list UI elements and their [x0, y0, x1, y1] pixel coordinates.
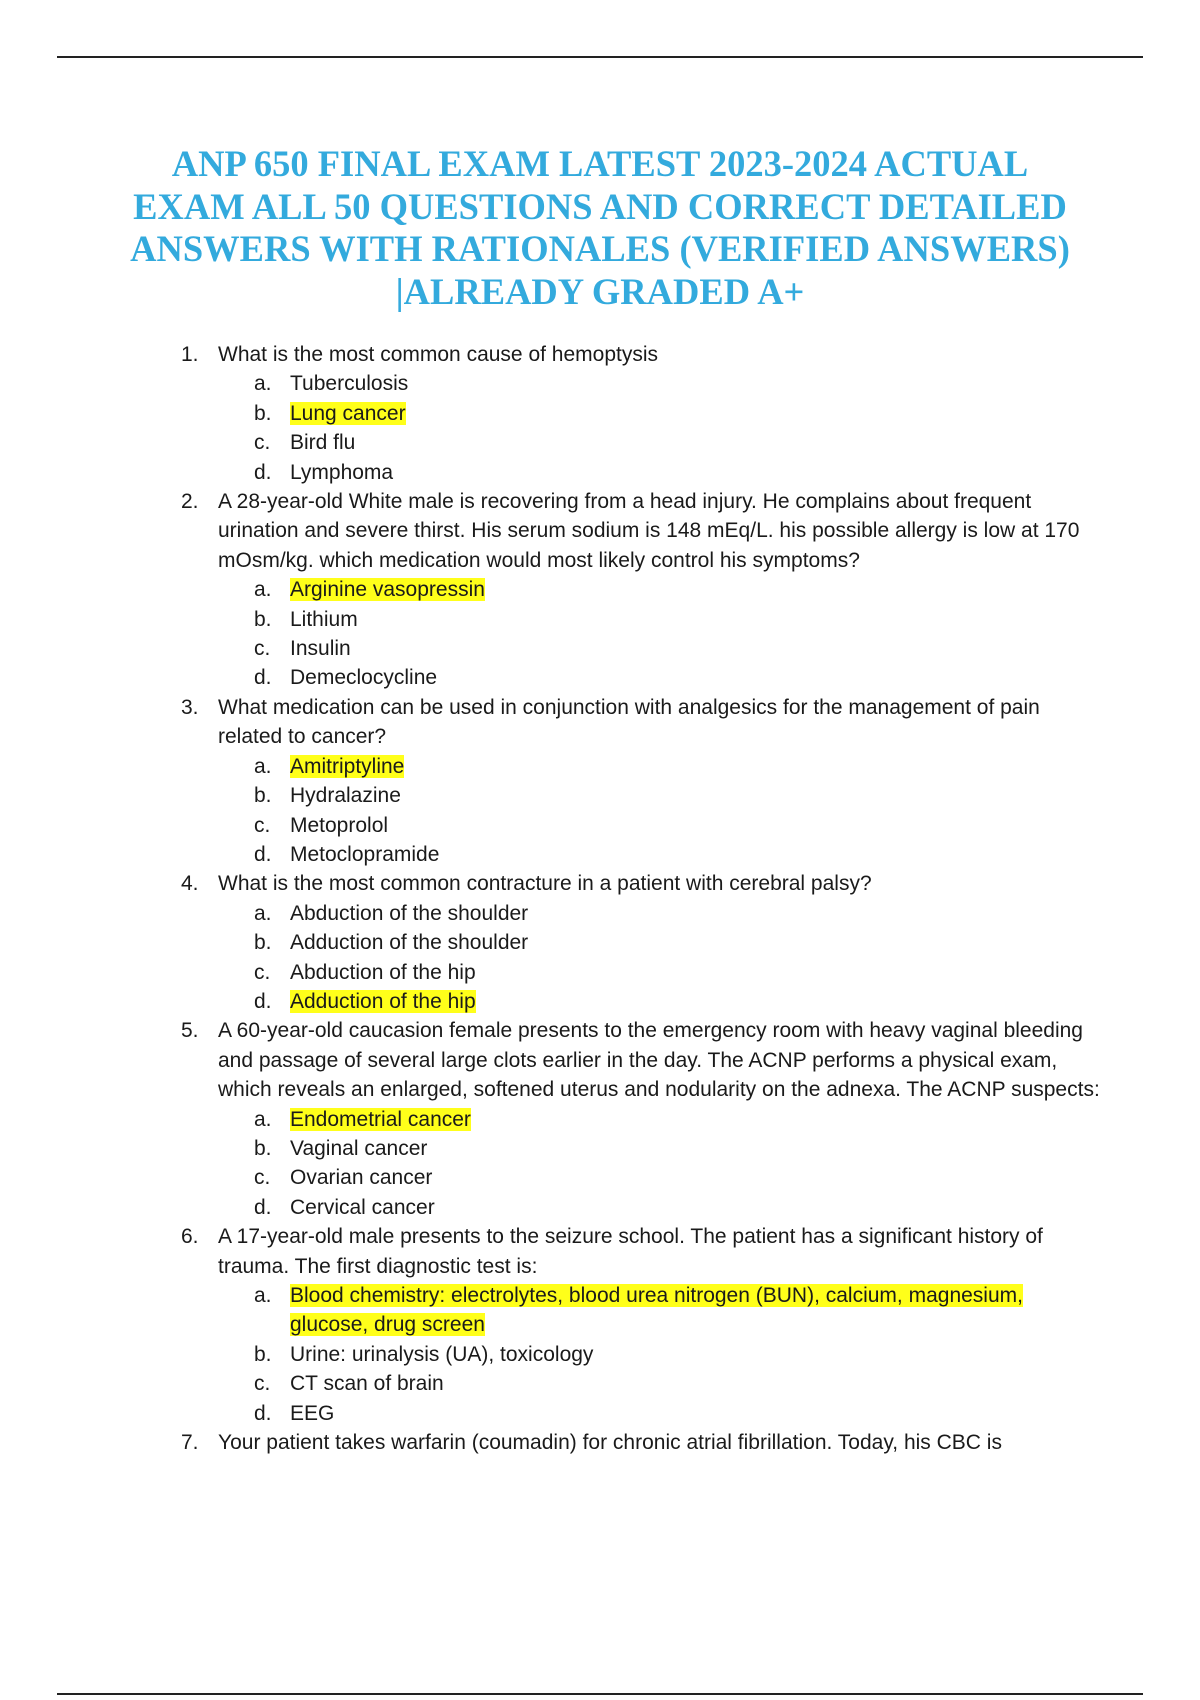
option-letter: c. — [254, 637, 271, 661]
option-text: Urine: urinalysis (UA), toxicology — [290, 1342, 594, 1366]
option-text: Lithium — [290, 607, 358, 631]
option-text: Tuberculosis — [290, 372, 409, 396]
option-letter: d. — [254, 460, 272, 484]
option-letter: b. — [254, 1342, 272, 1366]
option-text: Vaginal cancer — [290, 1136, 428, 1160]
option-text: Adduction of the shoulder — [290, 931, 529, 955]
highlighted-answer-text: Endometrial cancer — [290, 1107, 471, 1131]
answer-option — [181, 899, 1101, 928]
answer-option-correct — [181, 399, 1101, 428]
question-item — [181, 1016, 1101, 1222]
option-letter: b. — [254, 784, 272, 808]
option-letter: b. — [254, 401, 272, 425]
question-number: 6. — [181, 1225, 199, 1249]
highlighted-answer-text: Adduction of the hip — [290, 989, 476, 1013]
answer-option — [181, 1134, 1101, 1163]
option-text: Metoclopramide — [290, 842, 440, 866]
highlighted-answer-text: Lung cancer — [290, 401, 406, 425]
option-letter: a. — [254, 1284, 272, 1307]
question-number: 1. — [181, 343, 199, 366]
option-letter: d. — [254, 1401, 272, 1425]
top-rule — [57, 56, 1143, 58]
answer-option — [181, 781, 1101, 810]
answer-options — [181, 1105, 1101, 1223]
option-text: Metoprolol — [290, 813, 389, 837]
option-letter: d. — [254, 842, 272, 866]
option-text: Cervical cancer — [290, 1195, 435, 1219]
option-text: Abduction of the hip — [290, 960, 476, 984]
question-number: 7. — [181, 1431, 199, 1455]
option-text: Demeclocycline — [290, 666, 438, 690]
highlighted-answer-text: Blood chemistry: electrolytes, blood urea nitrogen (BUN), calcium, magnesium, glucose, drug screen — [290, 1284, 1023, 1337]
question-text: A 17-year-old male presents to the seizure school. The patient has a significant history of trauma. The first diagnostic test is: — [218, 1225, 1043, 1278]
highlighted-answer-text: Amitriptyline — [290, 754, 405, 778]
question-number: 4. — [181, 872, 199, 896]
option-letter: c. — [254, 813, 271, 837]
option-text: Ovarian cancer — [290, 1166, 433, 1190]
question-item — [181, 869, 1101, 1016]
answer-option — [181, 1340, 1101, 1369]
answer-options — [181, 899, 1101, 1017]
answer-option — [181, 840, 1101, 869]
question-text: A 28-year-old White male is recovering from a head injury. He complains about frequent urination and severe thirst. His serum sodium is 148 mEq/L. his possible allergy is low at 170 mOsm/kg. which medication would most likely control his symptoms? — [218, 490, 1080, 572]
option-letter: a. — [254, 1107, 272, 1131]
question-text: A 60-year-old caucasion female presents to the emergency room with heavy vaginal bleeding and passage of several large clots earlier in the day. The ACNP performs a physical exam, which reveals an enlarged, softened uterus and nodularity on the adnexa. The ACNP suspects: — [218, 1019, 1100, 1102]
question-text: What is the most common cause of hemoptysis — [218, 343, 659, 366]
answer-option-correct — [181, 1281, 1101, 1340]
answer-option — [181, 428, 1101, 457]
answer-option-correct — [181, 987, 1101, 1016]
option-letter: a. — [254, 754, 272, 778]
option-letter: d. — [254, 989, 272, 1013]
document-title — [100, 143, 1100, 313]
answer-option — [181, 634, 1101, 663]
title-line: ANP 650 FINAL EXAM LATEST 2023-2024 ACTUAL — [171, 143, 1029, 184]
bottom-rule — [57, 1693, 1143, 1695]
option-text: Lymphoma — [290, 460, 394, 484]
answer-option — [181, 1369, 1101, 1398]
option-letter: c. — [254, 1372, 271, 1396]
title-line: ANSWERS WITH RATIONALES (VERIFIED ANSWERS) — [130, 228, 1070, 269]
answer-option-correct — [181, 575, 1101, 604]
answer-options — [181, 752, 1101, 870]
answer-option — [181, 1399, 1101, 1428]
answer-options — [181, 1281, 1101, 1428]
answer-option — [181, 1193, 1101, 1222]
option-text: Bird flu — [290, 431, 356, 455]
title-line: |ALREADY GRADED A+ — [395, 270, 805, 312]
answer-option-correct — [181, 752, 1101, 781]
option-text: Insulin — [290, 637, 351, 661]
question-text: Your patient takes warfarin (coumadin) for chronic atrial fibrillation. Today, his CBC is — [218, 1431, 1002, 1455]
question-item — [181, 340, 1101, 487]
title-line: EXAM ALL 50 QUESTIONS AND CORRECT DETAILED — [133, 185, 1067, 227]
option-letter: c. — [254, 960, 271, 984]
answer-option — [181, 663, 1101, 692]
option-letter: b. — [254, 931, 272, 955]
question-list — [181, 340, 1101, 1457]
answer-option — [181, 958, 1101, 987]
answer-options — [181, 575, 1101, 693]
answer-option — [181, 458, 1101, 487]
option-letter: c. — [254, 431, 271, 455]
option-letter: b. — [254, 1136, 272, 1160]
option-letter: d. — [254, 666, 272, 690]
highlighted-answer-text: Arginine vasopressin — [290, 578, 485, 602]
question-number: 5. — [181, 1019, 199, 1043]
answer-option — [181, 605, 1101, 634]
question-number: 2. — [181, 490, 199, 514]
option-letter: a. — [254, 901, 272, 925]
answer-option — [181, 811, 1101, 840]
answer-option-correct — [181, 1105, 1101, 1134]
question-item — [181, 693, 1101, 869]
option-letter: d. — [254, 1195, 272, 1219]
answer-option — [181, 1163, 1101, 1192]
option-text: Abduction of the shoulder — [290, 901, 529, 925]
answer-options — [181, 369, 1101, 487]
question-text: What medication can be used in conjunction with analgesics for the management of pain related to cancer? — [218, 695, 1040, 749]
answer-option — [181, 369, 1101, 398]
question-number: 3. — [181, 695, 199, 719]
question-text: What is the most common contracture in a patient with cerebral palsy? — [218, 872, 872, 896]
option-text: CT scan of brain — [290, 1372, 444, 1396]
option-text: EEG — [290, 1401, 335, 1425]
option-letter: a. — [254, 578, 272, 602]
option-letter: c. — [254, 1166, 271, 1190]
option-letter: b. — [254, 607, 272, 631]
question-item — [181, 1222, 1101, 1428]
option-letter: a. — [254, 372, 272, 396]
question-item — [181, 1428, 1101, 1457]
option-text: Hydralazine — [290, 784, 401, 808]
answer-option — [181, 928, 1101, 957]
question-item — [181, 487, 1101, 693]
